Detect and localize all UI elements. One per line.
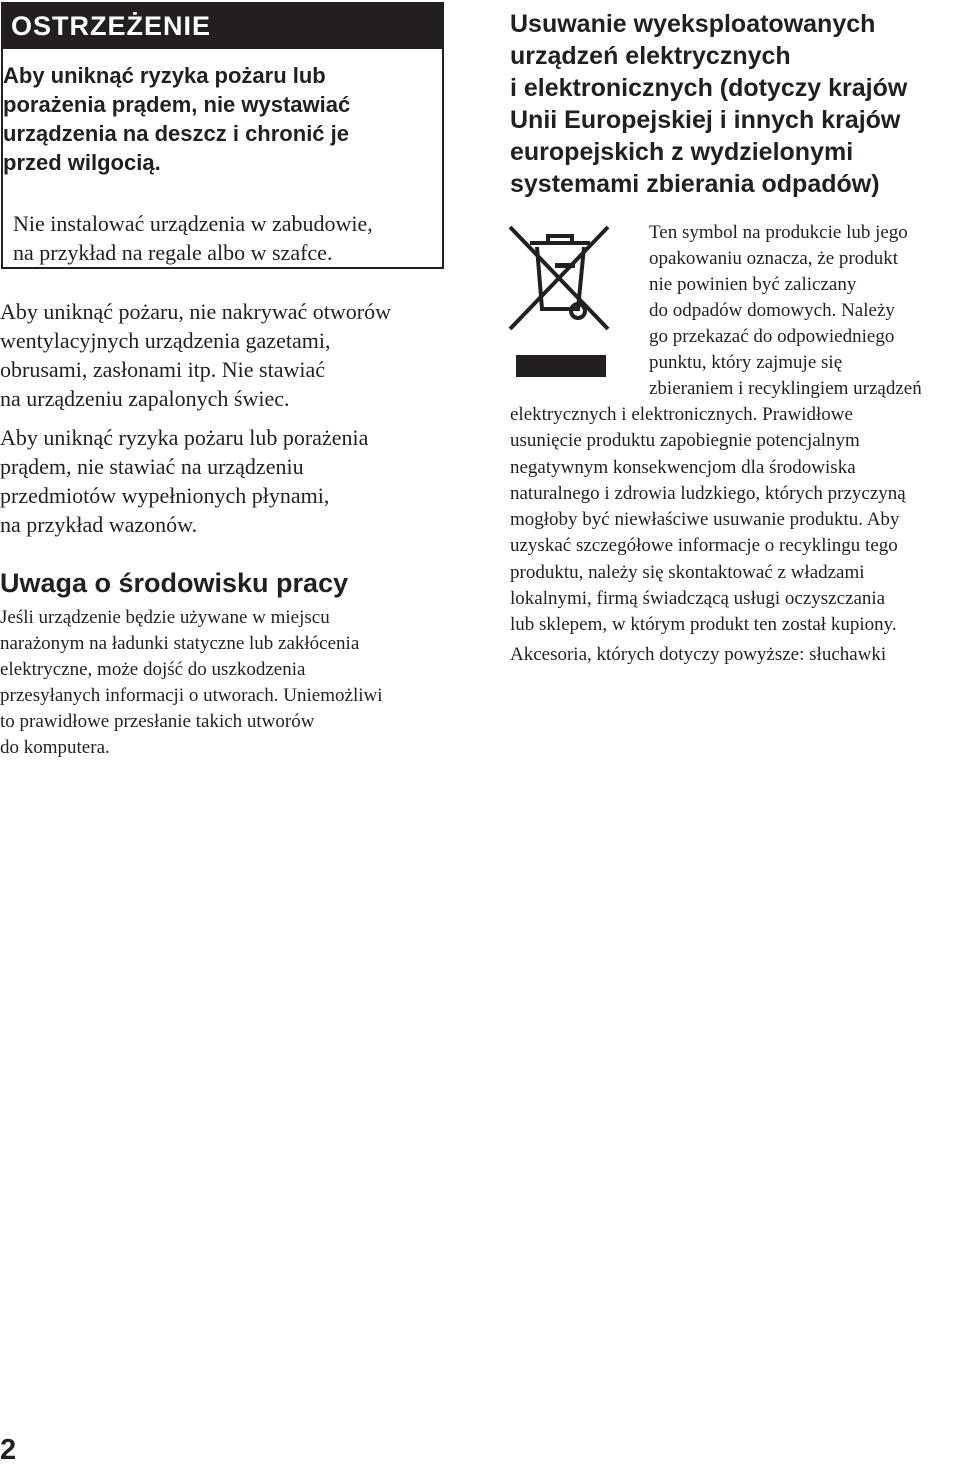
black-bar: [516, 355, 606, 377]
accessories-note: Akcesoria, których dotyczy powyższe: słuchawki: [510, 644, 887, 665]
crossed-out-wheelie-bin-icon: [508, 225, 612, 331]
warning-installation-text: Nie instalować urządzenia w zabudowie, na przykład na regale albo w szafce.: [13, 211, 373, 265]
disposal-body: elektrycznych i elektronicznych. Prawidłowe usunięcie produktu zapobiegnie potencjalnym negatywnym konsekwencjom dla środowiska naturalnego i zdrowia ludzkiego, których przyczyną mogłoby być niewłaściwe usuwanie produktu. Aby uzyskać szczegółowe informacje o recyklingu tego produktu, należy się skontaktować z władzami lokalnymi, firmą świadczącą usługi oczyszczania lub sklepem, w którym produkt ten został kupiony.: [510, 404, 906, 636]
warning-bold-text: Aby uniknąć ryzyka pożaru lub porażenia prądem, nie wystawiać urządzenia na deszcz i chronić je przed wilgocią.: [3, 63, 351, 175]
warning-box: [1, 2, 444, 269]
warning-title: OSTRZEŻENIE: [3, 4, 442, 49]
environment-heading: Uwaga o środowisku pracy: [0, 568, 349, 598]
ventilation-paragraph: Aby uniknąć pożaru, nie nakrywać otworów wentylacyjnych urządzenia gazetami, obrusami, zasłonami itp. Nie stawiać na urządzeniu zapalonych świec.: [0, 299, 391, 411]
symbol-description: Ten symbol na produkcie lub jego opakowaniu oznacza, że produkt nie powinien być zaliczany do odpadów domowych. Należy go przekazać do odpowiedniego punktu, który zajmuje się zbieraniem i recyklingiem urządzeń: [649, 222, 922, 399]
environment-body: Jeśli urządzenie będzie używane w miejscu narażonym na ładunki statyczne lub zakłócenia elektryczne, może dojść do uszkodzenia przesyłanych informacji o utworach. Uniemożliwi to prawidłowe przesłanie takich utworów do komputera.: [0, 607, 383, 758]
liquids-paragraph: Aby uniknąć ryzyka pożaru lub porażenia prądem, nie stawiać na urządzeniu przedmiotów wypełnionych płynami, na przykład wazonów.: [0, 425, 369, 537]
disposal-heading: Usuwanie wyeksploatowanych urządzeń elektrycznych i elektronicznych (dotyczy krajów Unii Europejskiej i innych krajów europejskich z wydzielonymi systemami zbierania odpadów): [510, 10, 908, 198]
page-number: 2: [0, 1434, 17, 1466]
